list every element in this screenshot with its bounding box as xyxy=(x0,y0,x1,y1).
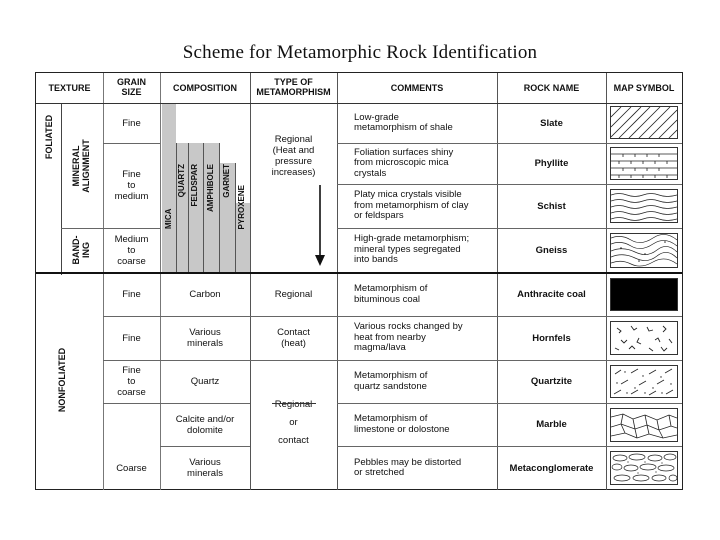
header-comments: COMMENTS xyxy=(390,83,444,93)
hornfels-symbol xyxy=(610,321,678,355)
schist-symbol xyxy=(610,189,678,223)
rock-schist: Schist xyxy=(537,200,566,212)
composition-row-9: Various minerals xyxy=(187,457,223,479)
grain-row-5: Fine xyxy=(122,289,141,300)
foliated-label: FOLIATED xyxy=(44,114,54,160)
header-rock-name: ROCK NAME xyxy=(523,83,580,93)
header-type: TYPE OF METAMORPHISM xyxy=(256,77,331,97)
phyllite-symbol xyxy=(610,147,678,180)
mineral-amphibole: AMPHIBOLE xyxy=(206,164,215,212)
mineral-feldspar: FELDSPAR xyxy=(190,164,199,207)
composition-row-7: Quartz xyxy=(190,376,220,387)
type-row-6: Contact (heat) xyxy=(277,327,310,349)
composition-row-5: Carbon xyxy=(189,289,221,300)
rock-anthracite: Anthracite coal xyxy=(517,289,586,300)
grain-row-1: Fine xyxy=(122,117,141,129)
nonfoliated-label: NONFOLIATED xyxy=(57,347,67,413)
comment-row-3: Platy mica crystals visible from metamorphism of clay or feldspars xyxy=(354,189,469,222)
grain-row-9: Coarse xyxy=(116,462,147,474)
rock-slate: Slate xyxy=(540,117,563,129)
anthracite-symbol xyxy=(610,278,678,311)
mineral-alignment-label: MINERAL ALIGNMENT xyxy=(71,139,91,193)
grain-row-2: Fine to medium xyxy=(114,169,149,202)
header-map-symbol: MAP SYMBOL xyxy=(613,83,675,93)
rock-quartzite: Quartzite xyxy=(530,376,573,387)
rock-gneiss: Gneiss xyxy=(535,244,568,256)
marble-symbol xyxy=(610,408,678,442)
grain-row-4: Medium to coarse xyxy=(114,233,149,267)
banding-label: BAND- ING xyxy=(71,235,91,265)
rock-marble: Marble xyxy=(536,419,567,430)
rock-hornfels: Hornfels xyxy=(532,332,571,344)
rock-metaconglomerate: Metaconglomerate xyxy=(509,462,594,474)
comment-row-8: Metamorphism of limestone or dolostone xyxy=(354,413,450,435)
mineral-quartz: QUARTZ xyxy=(177,164,186,198)
gneiss-symbol xyxy=(610,233,678,268)
rock-phyllite: Phyllite xyxy=(534,158,569,169)
comment-row-6: Various rocks changed by heat from nearby magma/lava xyxy=(354,321,463,354)
header-texture: TEXTURE xyxy=(48,83,91,93)
comment-row-1: Low-grade metamorphism of shale xyxy=(354,111,453,133)
foliated-type: Regional (Heat and pressure increases) xyxy=(271,134,316,178)
increase-arrow xyxy=(314,185,326,267)
mineral-mica: MICA xyxy=(164,208,173,229)
header-grain-size: GRAIN SIZE xyxy=(117,77,146,97)
comment-row-5: Metamorphism of bituminous coal xyxy=(354,283,428,305)
comment-row-4: High-grade metamorphism; mineral types segregated into bands xyxy=(354,233,470,266)
comment-row-7: Metamorphism of quartz sandstone xyxy=(354,370,428,392)
grain-row-6: Fine xyxy=(122,332,141,344)
header-composition: COMPOSITION xyxy=(172,83,237,93)
composition-row-6: Various minerals xyxy=(187,327,223,349)
mineral-pyroxene: PYROXENE xyxy=(237,185,246,230)
type-shared: Regional or contact xyxy=(274,399,313,446)
comment-row-9: Pebbles may be distorted or stretched xyxy=(354,456,462,478)
identification-table xyxy=(35,72,683,490)
grain-row-7: Fine to coarse xyxy=(117,365,146,398)
comment-row-2: Foliation surfaces shiny from microscopic mica crystals xyxy=(354,146,454,179)
quartzite-symbol xyxy=(610,365,678,398)
composition-row-8: Calcite and/or dolomite xyxy=(175,413,235,436)
type-row-5: Regional xyxy=(274,289,313,300)
slate-symbol xyxy=(610,106,678,139)
metaconglomerate-symbol xyxy=(610,451,678,485)
page-title: Scheme for Metamorphic Rock Identification xyxy=(182,42,538,63)
mineral-garnet: GARNET xyxy=(222,164,231,198)
